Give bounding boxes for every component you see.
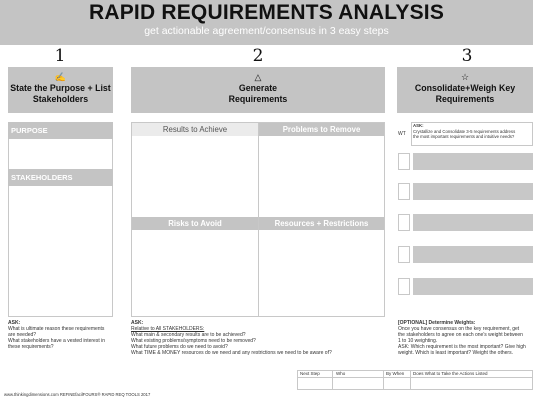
requirement-row-4[interactable] (413, 246, 533, 263)
results-to-achieve-field[interactable] (132, 137, 258, 216)
stakeholders-section-header: STAKEHOLDERS (8, 169, 113, 186)
requirement-row-3[interactable] (413, 214, 533, 231)
weight-box-5[interactable] (398, 278, 410, 295)
step-3-title-line2: Requirements (435, 94, 495, 104)
resources-restrictions-header: Resources + Restrictions (259, 217, 384, 230)
col-by-when: By When (386, 371, 405, 376)
weight-box-4[interactable] (398, 246, 410, 263)
weight-box-1[interactable] (398, 153, 410, 170)
step-2-title-line1: Generate (238, 83, 278, 93)
next-step-field[interactable] (298, 378, 332, 389)
writing-hand-icon: ✍ (54, 72, 67, 82)
step-1-ask: ASK: What is ultimate reason these requirements are needed? What stakeholders have a vested interest in these requirements? (8, 320, 105, 350)
col-who: Who (336, 371, 346, 376)
purpose-section-header: PURPOSE (8, 122, 113, 139)
step-1-number: 1 (54, 46, 66, 66)
by-when-field[interactable] (384, 378, 410, 389)
step-3-number: 3 (461, 46, 473, 66)
step-1-header (8, 67, 113, 113)
col-next-step: Next Step (300, 371, 320, 376)
weight-column-label: WT (398, 131, 406, 137)
star-icon: ☆ (460, 72, 470, 82)
page-subtitle: get actionable agreement/consensus in 3 easy steps (144, 25, 389, 37)
problems-to-remove-field[interactable] (259, 137, 384, 216)
step-2-number: 2 (252, 46, 264, 66)
page-title: RAPID REQUIREMENTS ANALYSIS (88, 1, 445, 24)
risks-to-avoid-header: Risks to Avoid (132, 217, 258, 230)
step-2-ask: ASK: Relative to All STAKEHOLDERS: What main & secondary results are to be achieved? What existing problems/symptoms need to be removed? What future problems do we need to avoid? What TIME & MONEY resources do we need and any restrictions we need to be aware of? (131, 320, 332, 356)
step-2-header (131, 67, 385, 113)
weight-box-2[interactable] (398, 183, 410, 200)
requirement-row-1[interactable] (413, 153, 533, 170)
step-3-optional-weights: [OPTIONAL] Determine Weights: Once you have consensus on the key requirement, get the stakeholders to agree on each one's weight between 1 to 10 weighting. ASK: Which requirement is the most important? Give high weight. Which is least important? Weight the others. (398, 320, 526, 356)
step-1-title-line1: State the Purpose + List (10, 83, 111, 93)
purpose-field[interactable] (9, 139, 112, 169)
step-2-title-line2: Requirements (228, 94, 288, 104)
requirement-row-5[interactable] (413, 278, 533, 295)
col-does-what: Does What to Take the Actions Listed (413, 371, 488, 376)
step-3-title-line1: Consolidate+Weigh Key (414, 83, 516, 93)
risks-to-avoid-field[interactable] (132, 231, 258, 316)
step-3-ask: ASK: Crystallize and Consolidate 3-5 requirements address the most important requirements and intuitive needs? (413, 123, 516, 139)
resources-restrictions-field[interactable] (259, 231, 384, 316)
does-what-field[interactable] (411, 378, 532, 389)
stakeholders-field[interactable] (9, 186, 112, 316)
footer-credit: www.thinkingdimensions.com REFINEfacilFOURS® RAPID REQ TOOLS 2017 (4, 392, 151, 397)
who-field[interactable] (333, 378, 383, 389)
step-3-header (397, 67, 533, 113)
results-to-achieve-header: Results to Achieve (132, 123, 258, 136)
weight-box-3[interactable] (398, 214, 410, 231)
triangle-icon: △ (254, 72, 262, 82)
problems-to-remove-header: Problems to Remove (259, 123, 384, 136)
requirement-row-2[interactable] (413, 183, 533, 200)
step-1-title-line2: Stakeholders (32, 94, 89, 104)
